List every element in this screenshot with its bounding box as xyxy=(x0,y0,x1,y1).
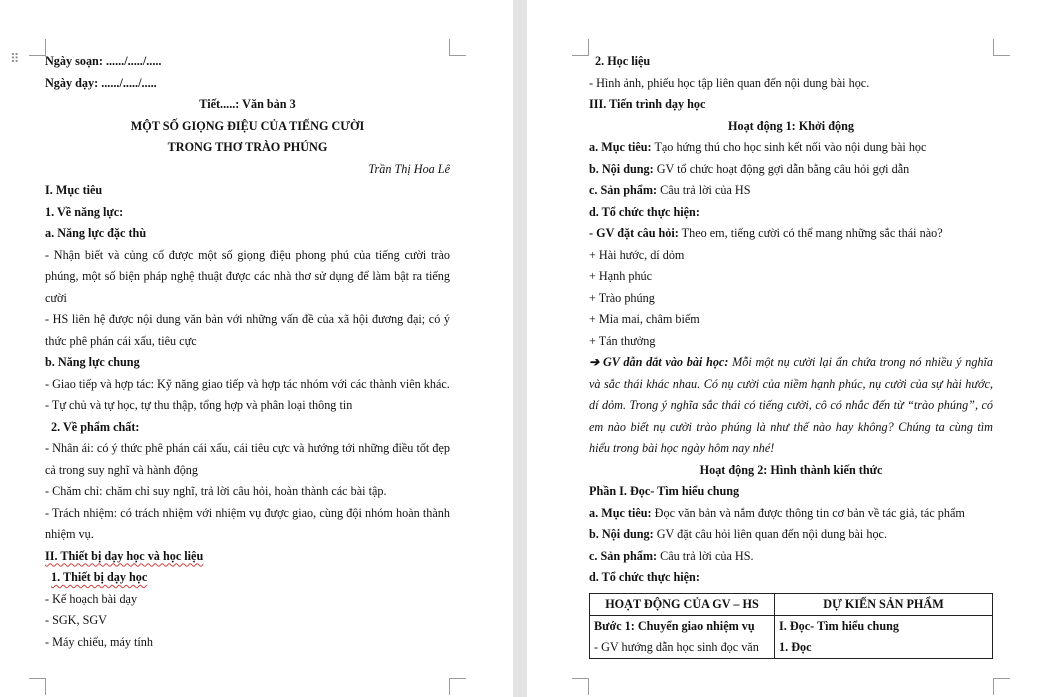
body-text: GV đặt câu hỏi liên quan đến nội dung bài học. xyxy=(653,527,888,541)
paragraph: + Mỉa mai, châm biếm xyxy=(589,312,700,326)
heading: III. Tiến trình dạy học xyxy=(589,97,706,111)
crop-mark xyxy=(449,678,466,695)
label-text: b. Nội dung: xyxy=(589,161,654,176)
body-text: Câu trả lời của HS. xyxy=(657,548,754,563)
heading: Hoạt động 2: Hình thành kiến thức xyxy=(699,462,883,477)
label-text: c. Sản phẩm: xyxy=(589,183,658,197)
heading-text: 1. Thiết bị dạy học xyxy=(51,570,148,584)
body-text: Đọc văn bản và nắm được thông tin cơ bản về tác giả, tác phẩm xyxy=(651,505,965,520)
paragraph: - Nhân ái: có ý thức phê phán cái xấu, cái tiêu cực và hướng tới những điều tốt đẹp cả trong suy nghĩ và hành động xyxy=(45,441,450,477)
heading: Ngày soạn: ....../...../..... xyxy=(45,54,162,68)
heading: Phần I. Đọc- Tìm hiểu chung xyxy=(589,484,740,498)
paragraph: + Hài hước, dí dỏm xyxy=(589,247,685,262)
page-body[interactable] xyxy=(589,51,993,659)
table-row xyxy=(590,615,993,637)
body-text: Mỗi một nụ cười lại ẩn chứa trong nó nhiều ý nghĩa và sắc thái khác nhau. Có nụ cười của niềm hạnh phúc, nụ cười của sự hài hước, dí dỏm. Trong ý nghĩa sắc thái có tiếng cười, cô có nhắc đến từ “trào phúng”, có em nào biết nụ cười trào phúng là như thế nào hay không? Chúng ta cùng tìm hiểu trong bài học ngày hôm nay nhé! xyxy=(589,355,993,455)
crop-mark xyxy=(572,678,589,695)
label-text: c. Sản phẩm: xyxy=(589,548,658,563)
heading: TRONG THƠ TRÀO PHÚNG xyxy=(167,140,328,154)
paragraph xyxy=(589,180,993,202)
crop-mark xyxy=(993,678,1010,695)
heading: Hoạt động 1: Khởi động xyxy=(728,118,854,133)
label-text: a. Mục tiêu: xyxy=(589,140,652,154)
paragraph: - Chăm chỉ: chăm chỉ suy nghĩ, trả lời câu hỏi, hoàn thành các bài tập. xyxy=(45,484,387,498)
crop-mark xyxy=(29,678,46,695)
table-cell: I. Đọc- Tìm hiểu chung xyxy=(775,615,993,637)
paragraph: - Giao tiếp và hợp tác: Kỹ năng giao tiếp và hợp tác nhóm với các thành viên khác. xyxy=(45,376,450,391)
page-body[interactable] xyxy=(45,51,450,653)
table-row xyxy=(590,637,993,659)
paragraph xyxy=(589,352,993,460)
paragraph: - SGK, SGV xyxy=(45,613,107,627)
heading: I. Mục tiêu xyxy=(45,183,103,197)
lesson-plan-table xyxy=(589,593,993,659)
heading: b. Năng lực chung xyxy=(45,355,140,369)
document-page-left xyxy=(0,0,513,697)
body-text: GV tổ chức hoạt động gợi dẫn bằng câu hỏi gợi dẫn xyxy=(653,161,910,176)
table-cell: 1. Đọc xyxy=(775,637,993,659)
crop-mark xyxy=(572,39,589,56)
paragraph: Trần Thị Hoa Lê xyxy=(368,161,450,176)
paragraph: - Nhận biết và củng cố được một số giọng điệu phong phú của tiếng cười trào phúng, một số biện pháp nghệ thuật được các nhà thơ sử dụng để làm bật ra tiếng cười xyxy=(45,247,450,305)
paragraph xyxy=(589,546,993,568)
paragraph xyxy=(589,503,993,525)
table-header: DỰ KIẾN SẢN PHẨM xyxy=(775,593,993,615)
heading xyxy=(45,567,450,589)
paragraph: - Hình ảnh, phiếu học tập liên quan đến nội dung bài học. xyxy=(589,75,870,90)
heading: 2. Học liệu xyxy=(595,54,651,68)
paragraph: - Tự chủ và tự học, tự thu thập, tổng hợp và phân loại thông tin xyxy=(45,398,353,412)
paragraph xyxy=(589,524,993,546)
crop-mark xyxy=(449,39,466,56)
heading: MỘT SỐ GIỌNG ĐIỆU CỦA TIẾNG CƯỜI xyxy=(130,118,365,133)
page-gutter xyxy=(513,0,527,697)
body-text: Theo em, tiếng cười có thể mang những sắc thái nào? xyxy=(678,226,943,240)
paragraph xyxy=(589,223,993,245)
crop-mark xyxy=(29,39,46,56)
document-page-right xyxy=(527,0,1039,697)
paragraph: + Tán thưởng xyxy=(589,333,656,348)
paragraph: - Trách nhiệm: có trách nhiệm với nhiệm vụ được giao, cùng đội nhóm hoàn thành nhiệm vụ. xyxy=(45,505,450,541)
table-header-row xyxy=(590,593,993,615)
heading: 2. Về phẩm chất: xyxy=(51,419,140,434)
heading: 1. Về năng lực: xyxy=(45,204,124,219)
paragraph: - HS liên hệ được nội dung văn bản với những vấn đề của xã hội đương đại; có ý thức phê phán cái xấu, tiêu cực xyxy=(45,312,450,348)
label-text: b. Nội dung: xyxy=(589,527,654,541)
body-text: Tạo hứng thú cho học sinh kết nối vào nội dung bài học xyxy=(651,140,927,154)
heading: d. Tổ chức thực hiện: xyxy=(589,570,700,584)
paragraph xyxy=(589,159,993,181)
label-text: ➔ GV dẫn dắt vào bài học: xyxy=(589,355,729,369)
label-text: - GV đặt câu hỏi: xyxy=(589,226,679,240)
heading: d. Tổ chức thực hiện: xyxy=(589,204,700,219)
label-text: a. Mục tiêu: xyxy=(589,505,652,520)
heading xyxy=(45,546,450,568)
heading: Ngày dạy: ....../...../..... xyxy=(45,75,157,90)
body-text: Câu trả lời của HS xyxy=(657,183,751,197)
paragraph xyxy=(589,137,993,159)
heading: a. Năng lực đặc thù xyxy=(45,226,147,240)
table-cell: - GV hướng dẫn học sinh đọc văn xyxy=(590,637,775,659)
grip-dots-icon[interactable]: ⠿ xyxy=(10,52,21,67)
paragraph: + Hạnh phúc xyxy=(589,269,653,283)
heading: Tiết.....: Văn bản 3 xyxy=(199,97,296,111)
table-header: HOẠT ĐỘNG CỦA GV – HS xyxy=(590,593,775,615)
heading-text: II. Thiết bị dạy học và học liệu xyxy=(45,548,204,563)
crop-mark xyxy=(993,39,1010,56)
paragraph: + Trào phúng xyxy=(589,290,655,305)
table-cell: Bước 1: Chuyển giao nhiệm vụ xyxy=(590,615,775,637)
paragraph: - Kế hoạch bài dạy xyxy=(45,591,138,606)
paragraph: - Máy chiếu, máy tính xyxy=(45,634,153,649)
